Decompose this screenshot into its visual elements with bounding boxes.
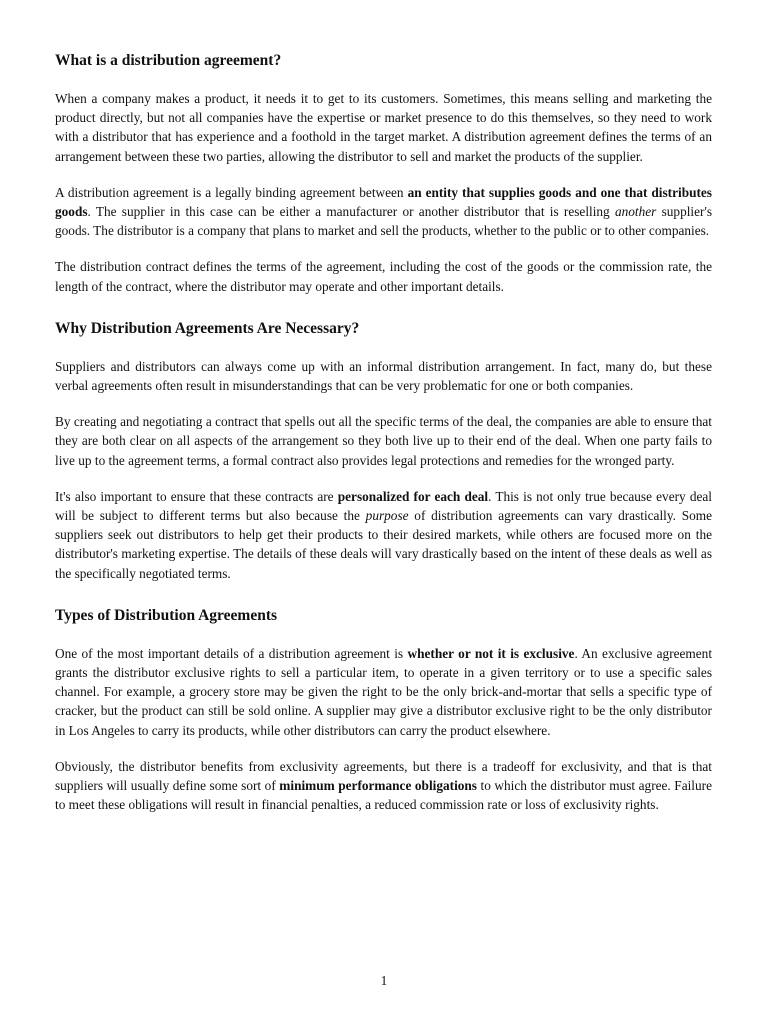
section-heading: Why Distribution Agreements Are Necessary?	[55, 319, 360, 337]
section-what-is-distribution-agreement	[55, 50, 712, 296]
emphasis-bold: personalized for each deal	[337, 488, 489, 504]
paragraph: By creating and negotiating a contract that spells out all the specific terms of the deal, the companies are able to ensure that they are both clear on all aspects of the arrangement so they both live up to their end of the deal. When one party fails to live up to the agreement terms, a formal contract also provides legal protections and remedies for the wronged party.	[55, 414, 712, 468]
emphasis-bold: an entity that supplies goods and one that distributes goods	[55, 184, 712, 220]
section-types	[55, 605, 712, 815]
emphasis-italic: purpose	[365, 508, 409, 524]
section-heading: What is a distribution agreement?	[55, 52, 282, 69]
section-heading: Types of Distribution Agreements	[55, 606, 278, 624]
page-number: 1	[380, 973, 388, 988]
document-page	[55, 50, 712, 831]
paragraph: The distribution contract defines the terms of the agreement, including the cost of the goods or the commission rate, the length of the contract, where the distributor may operate and other important details.	[55, 259, 712, 294]
paragraph: Obviously, the distributor benefits from exclusivity agreements, but there is a tradeoff for exclusivity, and that is that suppliers will usually define some sort of minimum performance obligations to which the distributor must agree. Failure to meet these obligations will result in financial penalties, a reduced commission rate or loss of exclusivity rights.	[55, 758, 712, 813]
emphasis-bold: whether or not it is exclusive	[407, 645, 575, 661]
paragraph: A distribution agreement is a legally binding agreement between an entity that supplies goods and one that distributes goods. The supplier in this case can be either a manufacturer or another distributor that is reselling another supplier's goods. The distributor is a company that plans to market and sell the products, whether to the public or to other companies.	[55, 184, 713, 239]
paragraph: It's also important to ensure that these contracts are personalized for each deal. This is not only true because every deal will be subject to different terms but also because the purpose of distribution agreements can vary drastically. Some suppliers seek out distributors to help get their products to their desired markets, while others are focused more on the distributor's marketing expertise. The details of these deals will vary drastically based on the intent of these deals as well as the specifically negotiated terms.	[55, 488, 713, 581]
emphasis-italic: another	[614, 204, 657, 220]
emphasis-bold: minimum performance obligations	[279, 778, 477, 794]
paragraph: One of the most important details of a distribution agreement is whether or not it is exclusive. An exclusive agreement grants the distributor exclusive rights to sell a particular item, to operate in a given territory or to use a specific sales channel. For example, a grocery store may be given the right to be the only brick-and-mortar that sells a specific type of cracker, but the product can still be sold online. A supplier may give a distributor exclusive right to be the only distributor in Los Angeles to carry its products, while other distributors can carry the product elsewhere.	[55, 645, 713, 738]
paragraph: When a company makes a product, it needs it to get to its customers. Sometimes, this means selling and marketing the product directly, but not all companies have the expertise or market presence to do this themselves, so they need to work with a distributor that has experience and a foothold in the target market. A distribution agreement defines the terms of an arrangement between these two parties, allowing the distributor to sell and market the products of the supplier.	[55, 91, 712, 164]
section-why-necessary	[55, 318, 712, 583]
paragraph: Suppliers and distributors can always come up with an informal distribution arrangement. In fact, many do, but these verbal agreements often result in misunderstandings that can be very problematic for one or both companies.	[55, 358, 712, 394]
